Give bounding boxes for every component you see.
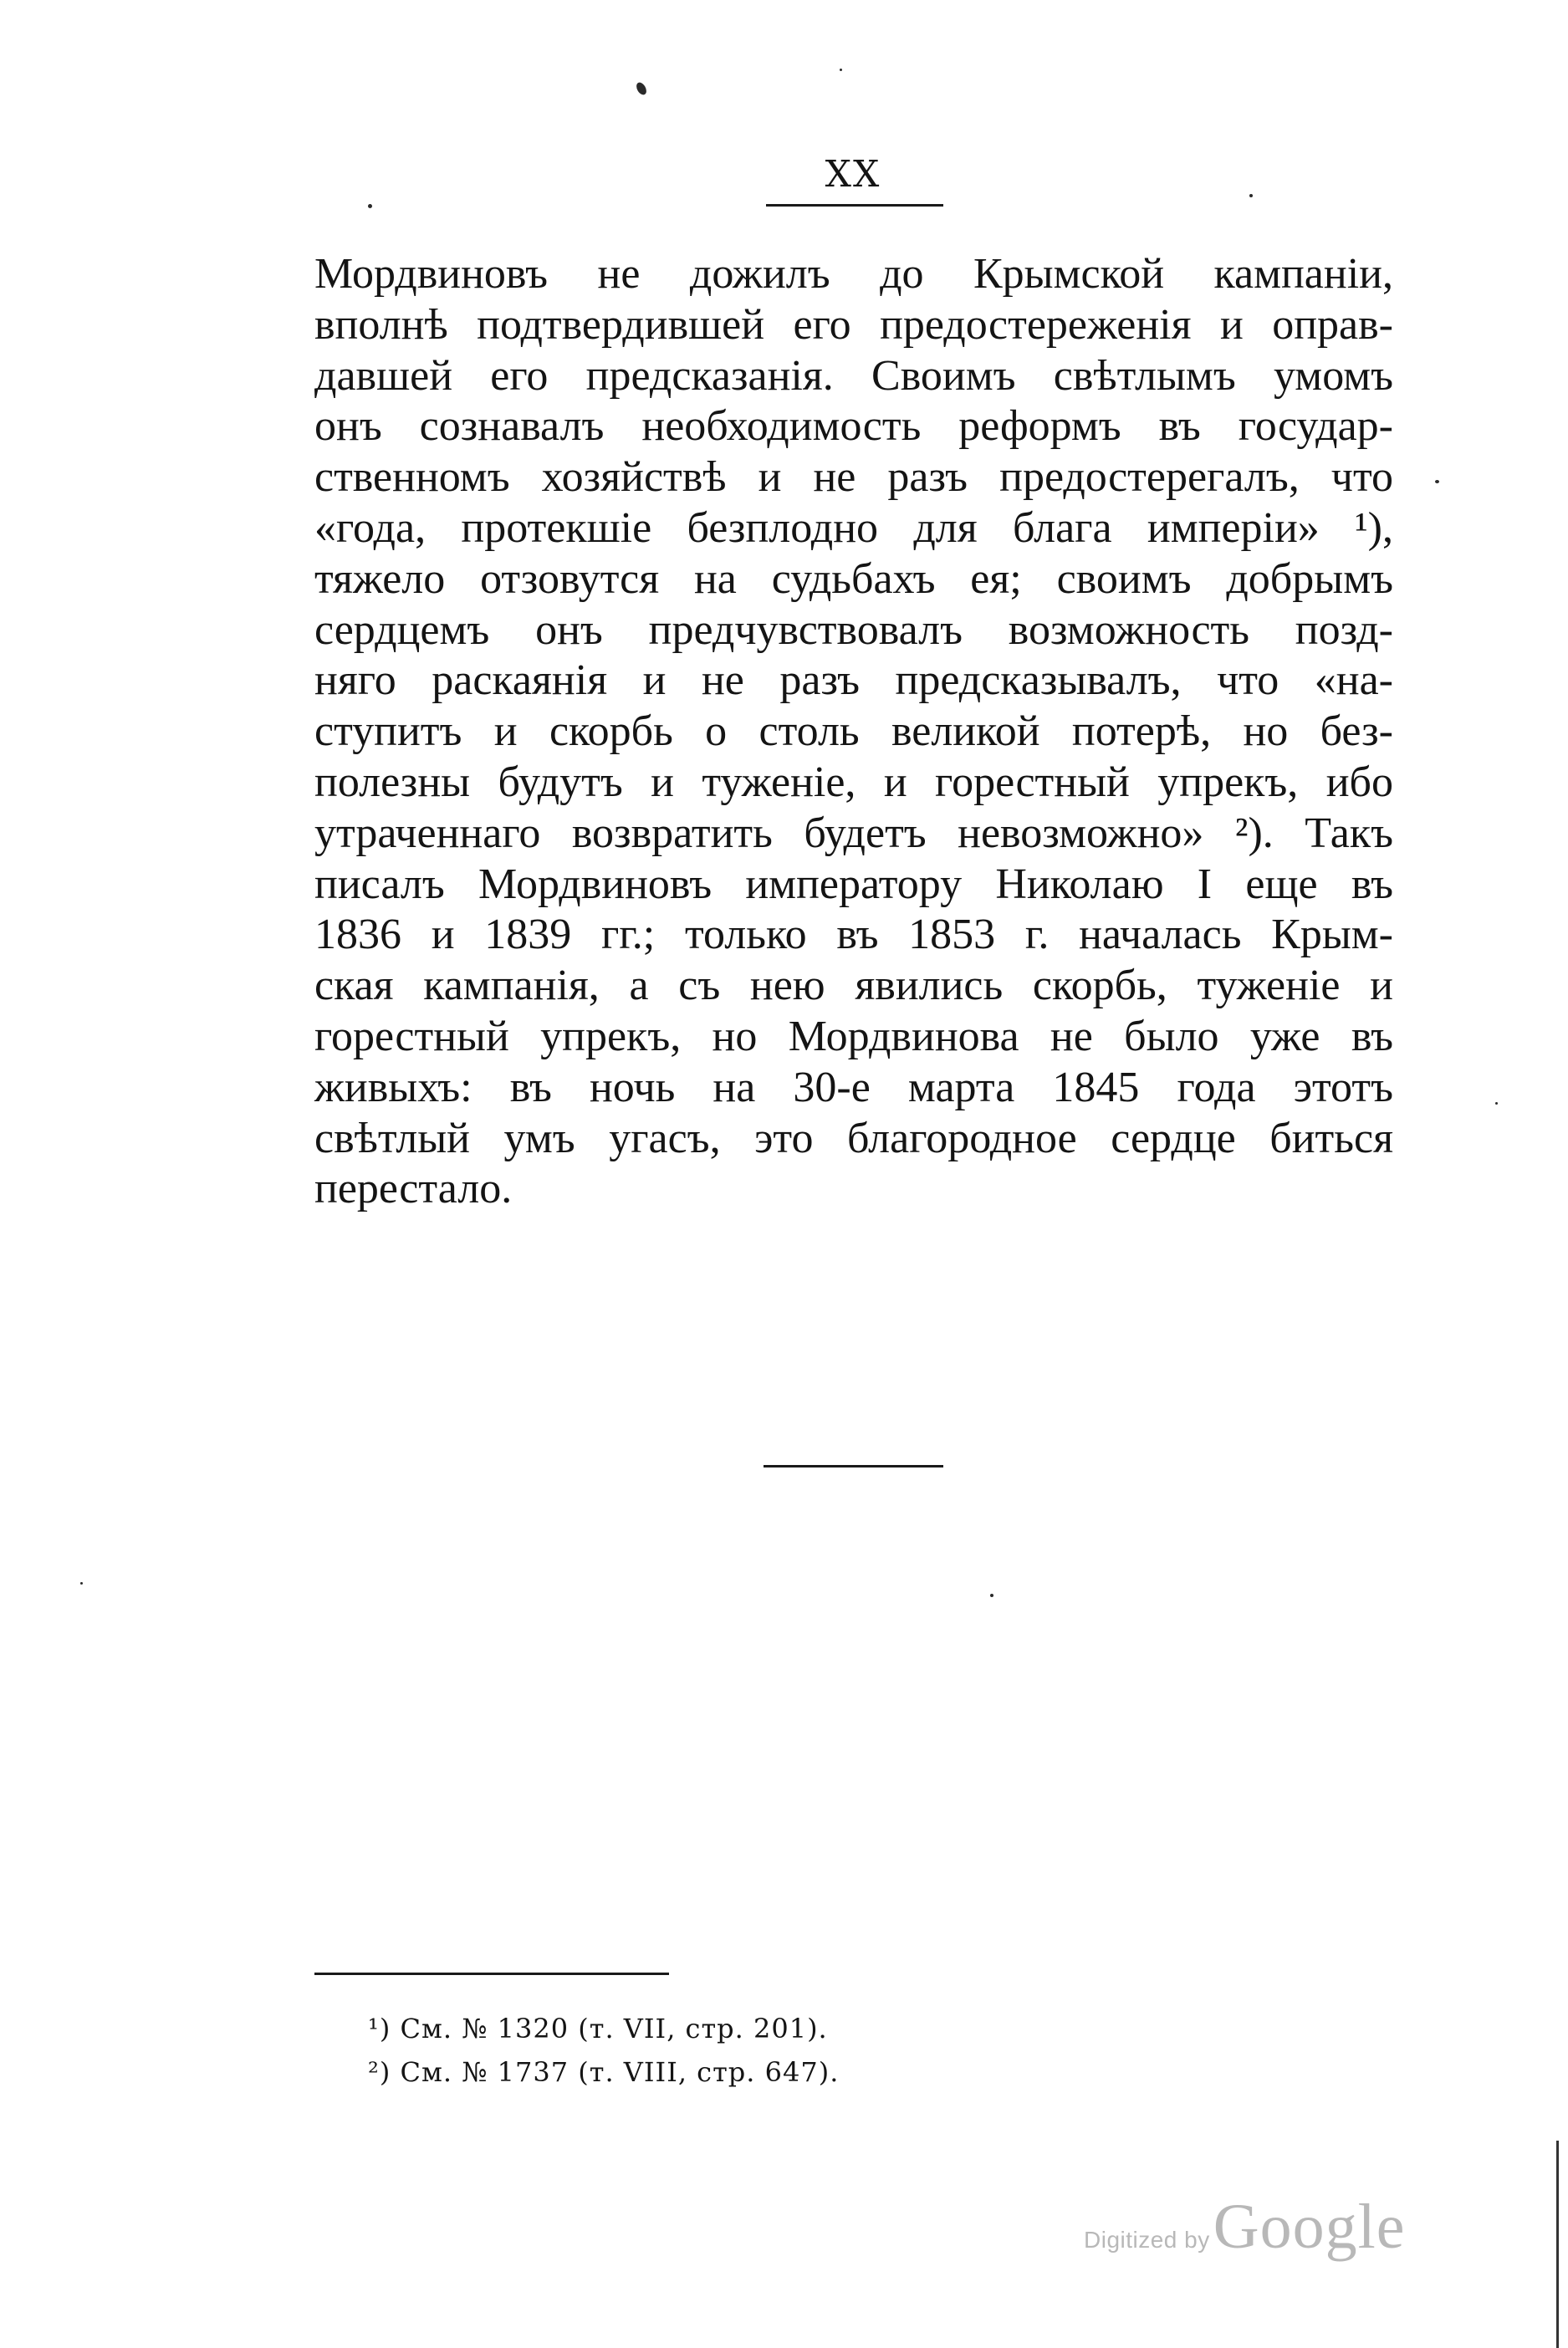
scan-speck [1249, 194, 1253, 197]
footnote-2 [368, 2050, 839, 2094]
footnotes [368, 2007, 839, 2094]
body-line-last: перестало. [314, 1165, 513, 1213]
body-line: 1836 и 1839 гг.; только въ 1853 г. началась Крым- [314, 911, 1393, 959]
scan-speck [635, 81, 649, 97]
body-line: тяжело отзовутся на судьбахъ ея; своимъ добрымъ [314, 554, 1393, 603]
scan-speck [840, 69, 842, 71]
body-line: сердцемъ онъ предчувствовалъ возможность позд- [314, 605, 1393, 654]
body-line: давшей его предсказанія. Своимъ свѣтлымъ умомъ [314, 351, 1393, 400]
body-line: онъ сознавалъ необходимость реформъ въ государ- [314, 402, 1393, 451]
body-line: утраченнаго возвратить будетъ невозможно» ²). Такъ [314, 809, 1393, 857]
body-line: писалъ Мордвиновъ императору Николаю I еще въ [314, 860, 1393, 908]
footnote-text: См. № 1320 (т. VII, стр. 201). [400, 2013, 828, 2044]
page-number-underline [766, 204, 943, 207]
scan-speck [990, 1594, 993, 1597]
body-line: ступитъ и скорбь о столь великой потерѣ, но без- [314, 707, 1393, 756]
digitized-watermark [1084, 2191, 1405, 2264]
footnote-1 [368, 2007, 839, 2050]
scan-speck [1495, 1102, 1498, 1105]
body-line: Мордвиновъ не дожилъ до Крымской кампаніи, [314, 250, 1393, 298]
footnote-marker: ¹) [368, 2013, 391, 2044]
section-end-rule [764, 1465, 943, 1468]
body-line: ственномъ хозяйствѣ и не разъ предостерегалъ, что [314, 453, 1393, 502]
page-number: XX [825, 153, 881, 196]
watermark-prefix: Digitized by [1084, 2227, 1210, 2253]
body-line: горестный упрекъ, но Мордвинова не было уже въ [314, 1012, 1393, 1060]
body-line: няго раскаянія и не разъ предсказывалъ, что «на- [314, 656, 1393, 705]
body-line: вполнѣ подтвердившей его предостереженія и оправ- [314, 300, 1393, 349]
body-line: свѣтлый умъ угасъ, это благородное сердце биться [314, 1114, 1393, 1162]
body-line: ская кампанія, а съ нею явились скорбь, туженіе и [314, 962, 1393, 1010]
body-line: «года, протекшіе безплодно для блага имперіи» ¹), [314, 503, 1393, 552]
body-line: живыхъ: въ ночь на 30-е марта 1845 года этотъ [314, 1063, 1393, 1111]
scan-speck [368, 204, 372, 208]
scan-edge [1556, 2141, 1559, 2348]
footnote-marker: ²) [368, 2056, 391, 2088]
body-paragraph [314, 249, 1393, 1215]
scan-speck [80, 1582, 83, 1585]
footnote-text: См. № 1737 (т. VIII, стр. 647). [400, 2056, 840, 2088]
google-logo: Google [1213, 2192, 1406, 2262]
footnote-separator [314, 1973, 669, 1975]
scan-speck [1435, 480, 1439, 483]
body-line: полезны будутъ и туженіе, и горестный упрекъ, ибо [314, 758, 1393, 806]
